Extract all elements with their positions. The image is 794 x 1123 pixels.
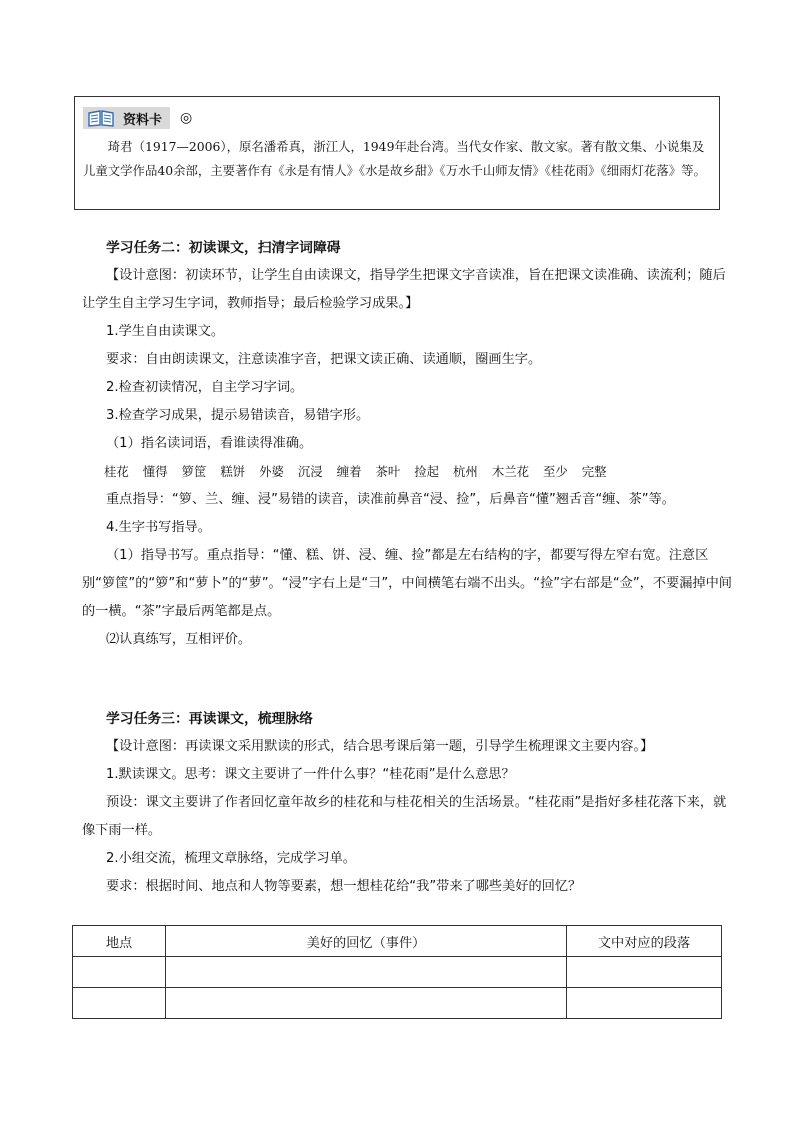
task2-step2: 2.检查初读情况，自主学习字词。	[106, 380, 304, 395]
table-cell[interactable]	[567, 957, 722, 988]
word-item: 杭州	[453, 464, 478, 479]
task3-preset: 预设：课文主要讲了作者回忆童年故乡的桂花和与桂花相关的生活场景。“桂花雨”是指好多桂花落下来，就像下雨一样。	[82, 795, 727, 838]
info-card-title: 资料卡	[123, 112, 163, 128]
table-cell[interactable]	[166, 957, 567, 988]
task2-focus: 重点指导：“箩、兰、缠、浸”易错的读音，读准前鼻音“浸、捡”，后鼻音“懂”翘舌音“缠、茶”等。	[106, 492, 675, 507]
table-header-cell: 文中对应的段落	[567, 926, 722, 957]
task2-heading: 学习任务二：初读课文，扫清字词障碍	[106, 240, 341, 256]
task2-intent: 【设计意图：初读环节，让学生自由读课文，指导学生把课文字音读准，旨在把课文读准确、读流利；随后让学生自主学习生字词，教师指导；最后检验学习成果。】	[82, 268, 726, 311]
table-header-cell: 地点	[73, 926, 166, 957]
word-item: 外婆	[259, 464, 284, 479]
word-item: 至少	[542, 464, 568, 479]
task2-sub1: （1）指名读词语，看谁读得准确。	[106, 436, 313, 451]
table-row	[73, 988, 722, 1019]
circle-mark-icon: ◎	[180, 110, 193, 126]
word-item: 完整	[581, 464, 607, 479]
table-row	[73, 957, 722, 988]
info-card	[74, 96, 720, 210]
open-book-icon	[83, 107, 119, 129]
task3-step2: 2.小组交流，梳理文章脉络，完成学习单。	[106, 851, 356, 866]
task2-step4: 4.生字书写指导。	[106, 520, 211, 535]
task2-section	[82, 234, 732, 654]
task3-step1: 1.默读课文。思考：课文主要讲了一件什么事？“桂花雨”是什么意思？	[106, 767, 515, 782]
word-item: 捡起	[414, 464, 440, 479]
word-item: 沉浸	[297, 464, 323, 479]
word-list	[104, 458, 732, 486]
info-card-header	[83, 105, 711, 131]
table-cell[interactable]	[567, 988, 722, 1019]
task2-write-guide: （1）指导书写。重点指导：“懂、糕、饼、浸、缠、捡”都是左右结构的字，都要写得左窄右宽。注意区别“箩筐”的“箩”和“萝卜”的“萝”。“浸”字右上是“彐”，中间横笔右端不出头。“捡”字右部是“佥”，不要漏掉中间的一横。“茶”字最后两笔都是点。	[82, 548, 732, 619]
word-item: 木兰花	[491, 464, 529, 479]
task2-sub2: ⑵认真练写，互相评价。	[106, 632, 252, 647]
task3-section	[82, 705, 732, 901]
task2-step3: 3.检查学习成果，提示易错读音，易错字形。	[106, 408, 370, 423]
word-item: 桂花	[104, 464, 129, 479]
table-header-row	[73, 926, 722, 957]
table-header-cell: 美好的回忆（事件）	[166, 926, 567, 957]
word-item: 箩筐	[181, 464, 207, 479]
word-item: 糕饼	[220, 464, 246, 479]
table-cell[interactable]	[166, 988, 567, 1019]
task3-intent: 【设计意图：再读课文采用默读的形式，结合思考课后第一题，引导学生梳理课文主要内容。】	[106, 739, 654, 754]
task3-heading: 学习任务三：再读课文，梳理脉络	[106, 711, 313, 727]
word-item: 缠着	[336, 464, 362, 479]
info-card-title-bar	[119, 107, 170, 129]
word-item: 茶叶	[375, 464, 401, 479]
info-card-body: 琦君（1917—2006），原名潘希真，浙江人，1949年赴台湾。当代女作家、散文家。著有散文集、小说集及儿童文学作品40余部，主要著作有《永是有情人》《水是故乡甜》《万水千山师友情》《桂花雨》《细雨灯花落》等。	[83, 139, 706, 178]
task3-req2: 要求：根据时间、地点和人物等要素，想一想桂花给“我”带来了哪些美好的回忆？	[106, 879, 582, 894]
task2-step1: 1.学生自由读课文。	[106, 324, 225, 339]
table-cell[interactable]	[73, 957, 166, 988]
task2-req1: 要求：自由朗读课文，注意读准字音，把课文读正确、读通顺，圈画生字。	[106, 352, 542, 367]
table-cell[interactable]	[73, 988, 166, 1019]
study-sheet-table	[72, 925, 722, 1019]
word-item: 懂得	[142, 464, 168, 479]
